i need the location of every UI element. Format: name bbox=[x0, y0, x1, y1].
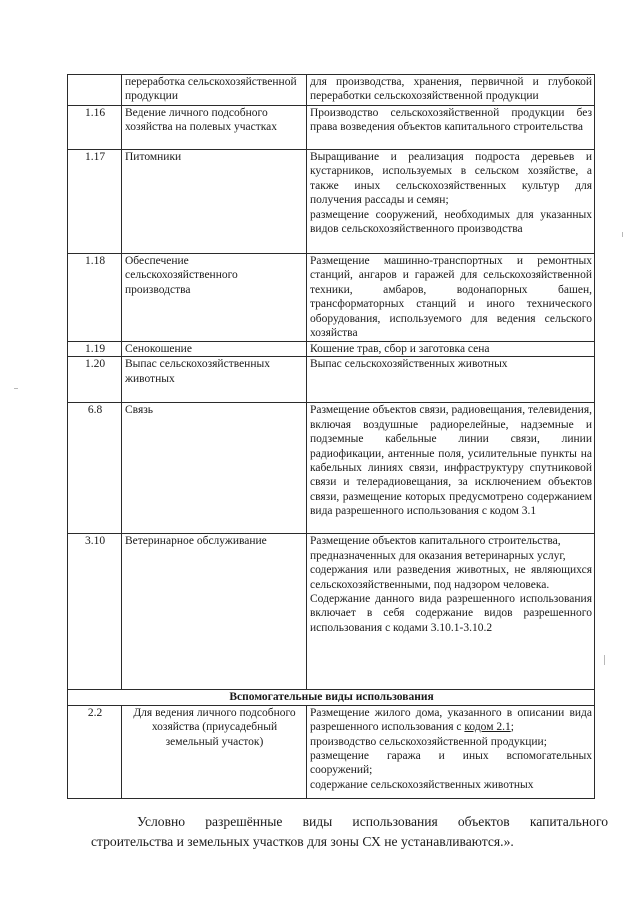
row-name: переработка сельскохозяйственной продукции bbox=[122, 75, 307, 106]
description-text: Размещение жилого дома, указанного в описании вида разрешенного использования с bbox=[310, 706, 592, 734]
description-line: содержание сельскохозяйственных животных bbox=[310, 778, 534, 791]
description-text: ; bbox=[510, 721, 514, 734]
row-code: 3.10 bbox=[68, 534, 122, 690]
row-code: 1.18 bbox=[68, 254, 122, 342]
description-line: размещение сооружений, необходимых для указанных видов сельскохозяйственного производства bbox=[310, 208, 592, 236]
row-name: Обеспечение сельскохозяйственного производства bbox=[122, 254, 307, 342]
row-description bbox=[307, 342, 595, 357]
row-description bbox=[307, 534, 595, 690]
section-title: Вспомогательные виды использования bbox=[68, 690, 595, 705]
row-name: Питомники bbox=[122, 150, 307, 254]
row-code: 1.16 bbox=[68, 106, 122, 150]
row-name: Связь bbox=[122, 403, 307, 534]
row-code: 1.19 bbox=[68, 342, 122, 357]
row-description bbox=[307, 357, 595, 403]
row-code: 1.17 bbox=[68, 150, 122, 254]
row-code: 2.2 bbox=[68, 705, 122, 798]
row-name: Выпас сельскохозяйственных животных bbox=[122, 357, 307, 403]
row-description bbox=[307, 403, 595, 534]
description-line: Производство сельскохозяйственной продукции без права возведения объектов капитального строительства bbox=[310, 107, 592, 134]
description-line: размещение гаража и иных вспомогательных сооружений; bbox=[310, 750, 592, 777]
row-name: Для ведения личного подсобного хозяйства (приусадебный земельный участок) bbox=[122, 705, 307, 798]
table-row bbox=[68, 150, 595, 254]
description-line: Выпас сельскохозяйственных животных bbox=[310, 358, 508, 371]
row-code: 1.20 bbox=[68, 357, 122, 403]
row-name: Ведение личного подсобного хозяйства на полевых участках bbox=[122, 106, 307, 150]
row-description bbox=[307, 106, 595, 150]
land-use-table bbox=[67, 74, 595, 799]
description-line: Кошение трав, сбор и заготовка сена bbox=[310, 343, 490, 355]
description-line: Выращивание и реализация подроста деревьев и кустарников, используемых в сельском хозяйстве, а также иных сельскохозяйственных культур для получения рассады и семян; bbox=[310, 151, 592, 207]
table-row bbox=[68, 357, 595, 403]
row-name: Ветеринарное обслуживание bbox=[122, 534, 307, 690]
row-description bbox=[307, 75, 595, 106]
scan-mark bbox=[622, 232, 623, 237]
description-line: для производства, хранения, первичной и глубокой переработки сельскохозяйственной продукции bbox=[310, 76, 592, 103]
table-row bbox=[68, 534, 595, 690]
description-line: Размещение машинно-транспортных и ремонтных станций, ангаров и гаражей для сельскохозяйственной техники, амбаров, водонапорных башен, трансформаторных станций и иного технического оборудования, используемого для ведения сельского хозяйства bbox=[310, 255, 592, 340]
paragraph-line: Условно разрешённые виды использования объектов капитального bbox=[137, 814, 608, 829]
description-line: производство сельскохозяйственной продукции; bbox=[310, 735, 547, 748]
row-code: 6.8 bbox=[68, 403, 122, 534]
description-line: Содержание данного вида разрешенного использования включает в себя содержание видов разрешенного использования с кодами 3.10.1-3.10.2 bbox=[310, 593, 592, 634]
code-reference: кодом 2.1 bbox=[464, 721, 511, 734]
table-row bbox=[68, 342, 595, 357]
table-row bbox=[68, 254, 595, 342]
description-line: Размещение объектов связи, радиовещания, телевидения, включая воздушные радиорелейные, надземные и подземные кабельные линии связи, линии радиофикации, антенные поля, усилительные пункты на кабельных линиях связи, инфраструктуру спутниковой связи и телерадиовещания, за исключением объектов связи, размещение которых предусмотрено содержанием вида разрешенного использования с кодом 3.1 bbox=[310, 404, 592, 518]
description-line: предназначенных для оказания ветеринарных услуг, bbox=[310, 549, 566, 562]
description-line bbox=[310, 706, 592, 735]
row-description bbox=[307, 254, 595, 342]
table-row bbox=[68, 106, 595, 150]
scan-mark bbox=[14, 388, 18, 389]
closing-paragraph bbox=[93, 812, 608, 852]
section-header-row bbox=[68, 690, 595, 705]
description-line: содержания или разведения животных, не являющихся сельскохозяйственными, под надзором человека. bbox=[310, 564, 592, 591]
scan-mark bbox=[604, 655, 605, 665]
description-line: Размещение объектов капитального строительства, bbox=[310, 535, 561, 548]
row-description bbox=[307, 150, 595, 254]
paragraph-line: строительства и земельных участков для зоны СХ не устанавливаются.». bbox=[91, 834, 514, 849]
row-description bbox=[307, 705, 595, 798]
table-row bbox=[68, 403, 595, 534]
table-row bbox=[68, 75, 595, 106]
table-row bbox=[68, 705, 595, 798]
row-name: Сенокошение bbox=[122, 342, 307, 357]
row-code bbox=[68, 75, 122, 106]
